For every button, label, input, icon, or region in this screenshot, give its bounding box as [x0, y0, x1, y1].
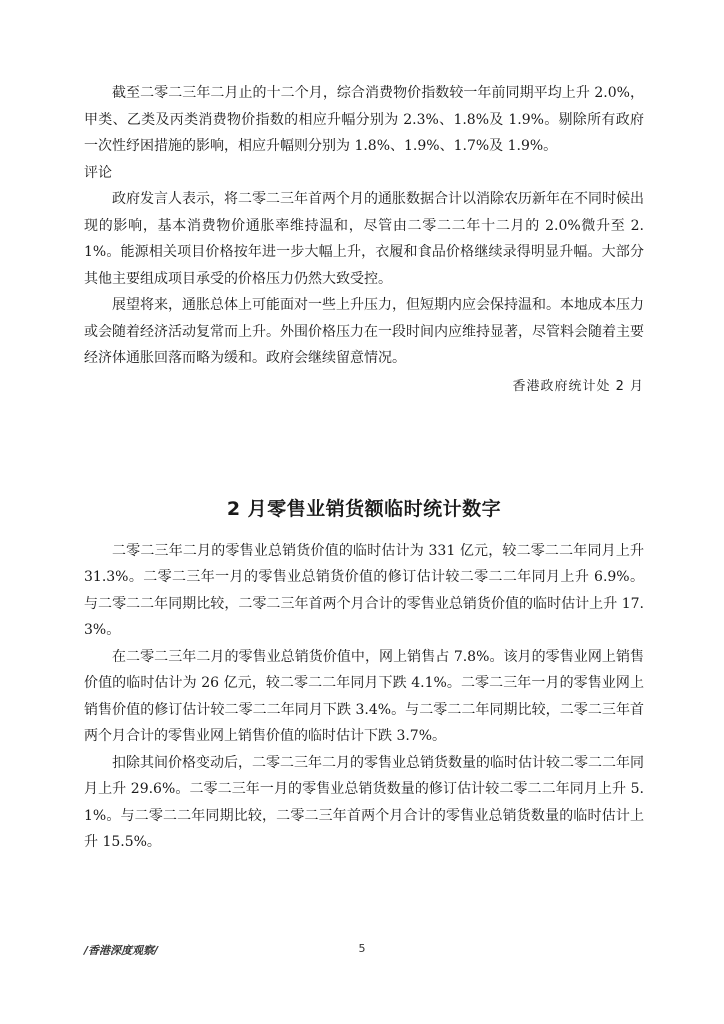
- commentary-heading: 评论: [84, 164, 112, 181]
- retail-volume-paragraph: 扣除其间价格变动后，二零二三年二月的零售业总销货数量的临时估计较二零二二年同月上升 29.6%。二零二三年一月的零售业总销货数量的修订估计较二零二二年同月上升 5.1%。与二零二二年同期比较，二零二三年首两个月合计的零售业总销货数量的临时估计上升 15.5%。: [84, 754, 644, 850]
- document-page: [84, 80, 644, 856]
- commentary-paragraph-2: 展望将来，通胀总体上可能面对一些上升压力，但短期内应会保持温和。本地成本压力或会随着经济活动复常而上升。外围价格压力在一段时间内应维持显著，尽管料会随着主要经济体通胀回落而略为缓和。政府会继续留意情况。: [84, 297, 644, 366]
- footer-brand: /香港深度观察/: [84, 944, 159, 957]
- retail-sales-section-title: 2 月零售业销货额临时统计数字: [226, 497, 502, 520]
- online-sales-paragraph: 在二零二三年二月的零售业总销货价值中，网上销售占 7.8%。该月的零售业网上销售价值的临时估计为 26 亿元，较二零二二年同月下跌 4.1%。二零二三年一月的零售业网上销售价值的修订估计较二零二二年同月下跌 3.4%。与二零二二年同期比较，二零二三年首两个月合计的零售业网上销售价值的临时估计下跌 3.7%。: [84, 648, 644, 744]
- retail-value-paragraph: 二零二三年二月的零售业总销货价值的临时估计为 331 亿元，较二零二二年同月上升 31.3%。二零二三年一月的零售业总销货价值的修订估计较二零二二年同月上升 6.9%。与二零二二年同期比较，二零二三年首两个月合计的零售业总销货价值的临时估计上升 17.3%。: [84, 542, 644, 638]
- commentary-paragraph-1: 政府发言人表示，将二零二三年首两个月的通胀数据合计以消除农历新年在不同时候出现的影响，基本消费物价通胀率维持温和，尽管由二零二二年十二月的 2.0%微升至 2.1%。能源相关项目价格按年进一步大幅上升，衣履和食品价格继续录得明显升幅。大部分其他主要组成项目承受的价格压力仍然大致受控。: [84, 191, 644, 287]
- cpi-summary-paragraph: 截至二零二三年二月止的十二个月，综合消费物价指数较一年前同期平均上升 2.0%，甲类、乙类及丙类消费物价指数的相应升幅分别为 2.3%、1.8%及 1.9%。剔除所有政府一次性纾困措施的影响，相应升幅则分别为 1.8%、1.9%、1.7%及 1.9%。: [84, 85, 644, 154]
- page-number: 5: [358, 942, 366, 955]
- department-signature: 香港政府统计处 2 月: [512, 378, 644, 394]
